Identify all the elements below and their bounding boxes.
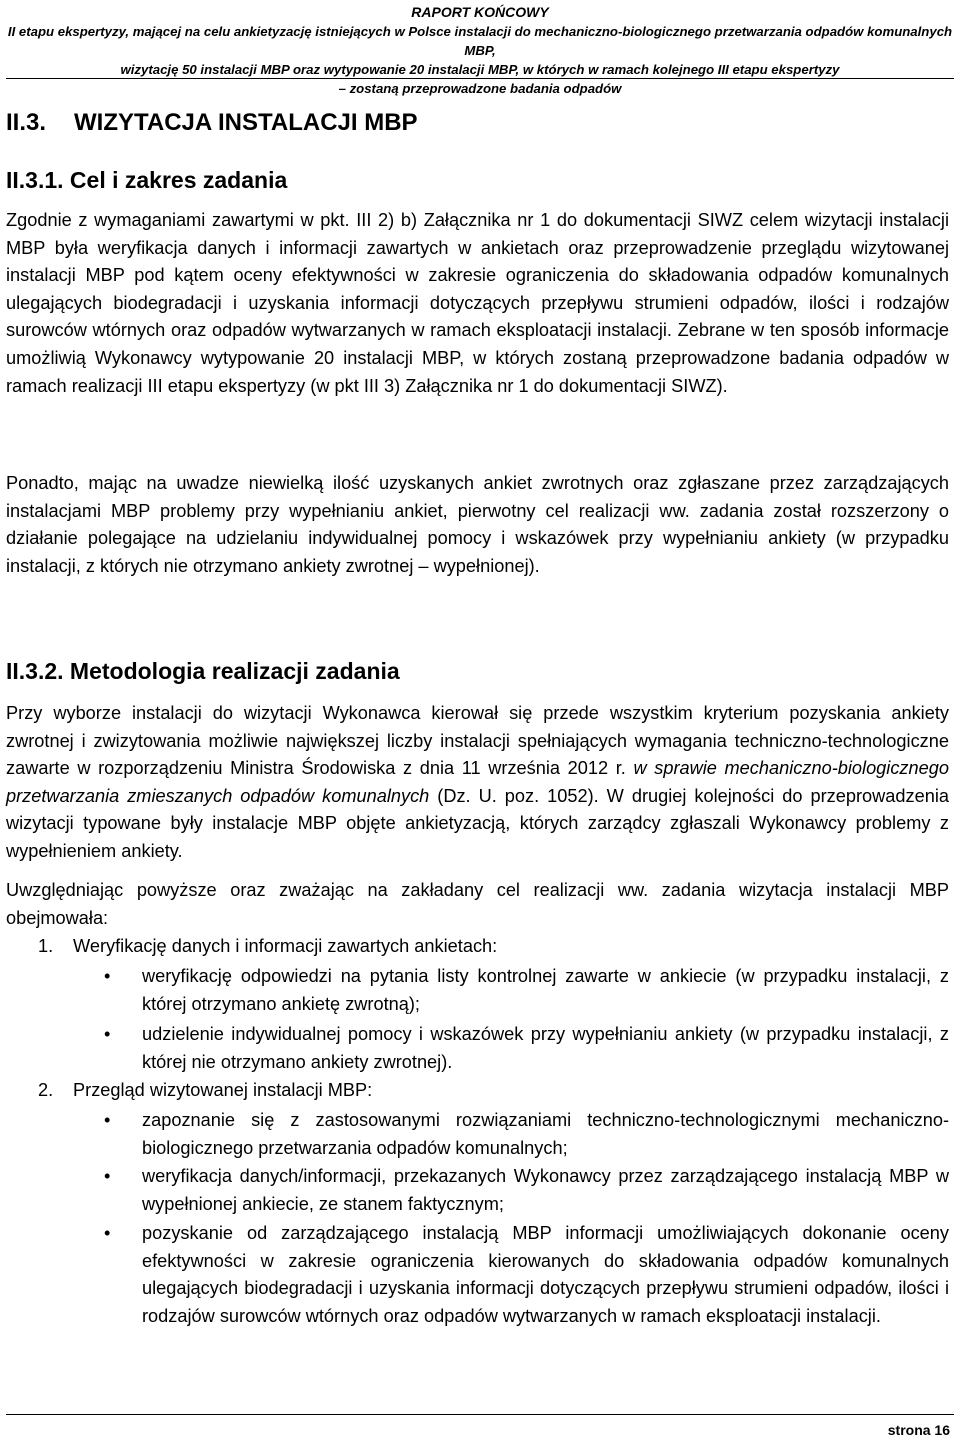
page-header bbox=[0, 3, 960, 98]
list-item bbox=[38, 933, 497, 961]
paragraph: Ponadto, mając na uwadze niewielką ilość uzyskanych ankiet zwrotnych oraz zgłaszane przez zarządzających instalacjami MBP problemy przy wypełnianiu ankiet, pierwotny cel realizacji ww. zadania został rozszerzony o działanie polegające na udzielaniu indywidualnej pomocy i wskazówek przy wypełnianiu ankiety (w przypadku instalacji, z których nie otrzymano ankiety zwrotnej – wypełnionej). bbox=[6, 473, 949, 576]
paragraph: Uwzględniając powyższe oraz zważając na zakładany cel realizacji ww. zadania wizytacja instalacji MBP obejmowała: bbox=[6, 880, 949, 928]
bullet-text: zapoznanie się z zastosowanymi rozwiązaniami techniczno-technologicznymi mechaniczno-biologicznego przetwarzania odpadów komunalnych; bbox=[142, 1110, 949, 1158]
paragraph: Zgodnie z wymaganiami zawartymi w pkt. III 2) b) Załącznika nr 1 do dokumentacji SIWZ celem wizytacji instalacji MBP była weryfikacja danych i informacji zawartych w ankietach oraz przeprowadzenie przeglądu wizytowanej instalacji MBP pod kątem oceny efektywności w zakresie ograniczenia do składowania odpadów komunalnych ulegających biodegradacji i uzyskania informacji dotyczących przepływu strumieni odpadów, ilości i rodzajów surowców wtórnych oraz odpadów wytwarzanych w ramach eksploatacji instalacji. Zebrane w ten sposób informacje umożliwią Wykonawcy wytypowanie 20 instalacji MBP, w których zostaną przeprowadzone badania odpadów w ramach realizacji III etapu ekspertyzy (w pkt III 3) Załącznika nr 1 do dokumentacji SIWZ). bbox=[6, 210, 949, 396]
paragraph bbox=[6, 700, 949, 866]
header-line-2: II etapu ekspertyzy, mającej na celu ankietyzację istniejących w Polsce instalacji do mechaniczno-biologicznego przetwarzania odpadów komunalnych MBP, bbox=[7, 24, 953, 58]
page-number: strona 16 bbox=[887, 1422, 950, 1438]
header-divider bbox=[6, 78, 954, 79]
bullet-item bbox=[104, 1107, 949, 1162]
list-item bbox=[38, 1077, 372, 1105]
paragraph-text: Przy wyborze instalacji do wizytacji Wykonawca kierował się przede wszystkim kryterium pozyskania ankiety zwrotnej i zwizytowania możliwie największej liczby instalacji spełniających wymagania techniczno-technologiczne zawarte w rozporządzeniu Ministra Środowiska z dnia 11 września 2012 r. bbox=[6, 703, 949, 779]
subsection-heading-1: II.3.1. Cel i zakres zadania bbox=[6, 167, 288, 193]
report-title: RAPORT KOŃCOWY bbox=[411, 4, 549, 20]
bullet-text: weryfikacja danych/informacji, przekazanych Wykonawcy przez zarządzającego instalacją MBP w wypełnionej ankiecie, ze stanem faktycznym; bbox=[142, 1166, 949, 1214]
bullet-icon: • bbox=[104, 1223, 111, 1243]
bullet-item bbox=[104, 1021, 949, 1076]
bullet-item bbox=[104, 963, 949, 1018]
list-number: 1. bbox=[38, 936, 54, 956]
bullet-icon: • bbox=[104, 1024, 111, 1044]
section-title: WIZYTACJA INSTALACJI MBP bbox=[74, 109, 418, 136]
section-heading bbox=[6, 108, 418, 138]
bullet-text: pozyskanie od zarządzającego instalacją MBP informacji umożliwiających dokonanie oceny efektywności w zakresie ograniczenia kierowanych do składowania odpadów komunalnych ulegających biodegradacji i uzyskania informacji dotyczących przepływu strumieni odpadów, ilości i rodzajów surowców wtórnych oraz odpadów wytwarzanych w ramach eksploatacji instalacji. bbox=[142, 1223, 949, 1326]
bullet-item bbox=[104, 1220, 949, 1330]
bullet-icon: • bbox=[104, 966, 111, 986]
list-label: Weryfikację danych i informacji zawartych ankietach: bbox=[73, 936, 498, 956]
section-number: II.3. bbox=[6, 109, 47, 136]
bullet-text: weryfikację odpowiedzi na pytania listy kontrolnej zawarte w ankiecie (w przypadku instalacji, z której otrzymano ankietę zwrotną); bbox=[142, 966, 949, 1014]
paragraph-text: (Dz. U. poz. 1052). W drugiej kolejności do przeprowadzenia wizytacji typowane były instalacje MBP objęte ankietyzacją, których zarządcy zgłaszali Wykonawcy problemy z wypełnieniem ankiety. bbox=[6, 785, 949, 861]
list-label: Przegląd wizytowanej instalacji MBP: bbox=[73, 1080, 373, 1100]
bullet-text: udzielenie indywidualnej pomocy i wskazówek przy wypełnianiu ankiety (w przypadku instalacji, z której nie otrzymano ankiety zwrotnej). bbox=[142, 1024, 949, 1072]
header-line-4: – zostaną przeprowadzone badania odpadów bbox=[338, 81, 622, 96]
subsection-heading-2: II.3.2. Metodologia realizacji zadania bbox=[6, 658, 400, 684]
bullet-icon: • bbox=[104, 1166, 111, 1186]
footer-divider bbox=[6, 1414, 954, 1415]
regulation-title: w sprawie mechaniczno-biologicznego przetwarzania zmieszanych odpadów komunalnych bbox=[6, 758, 949, 806]
bullet-icon: • bbox=[104, 1110, 111, 1130]
header-line-3: wizytację 50 instalacji MBP oraz wytypowanie 20 instalacji MBP, w których w ramach kolejnego III etapu ekspertyzy bbox=[120, 62, 840, 77]
bullet-item bbox=[104, 1163, 949, 1218]
list-number: 2. bbox=[38, 1080, 54, 1100]
